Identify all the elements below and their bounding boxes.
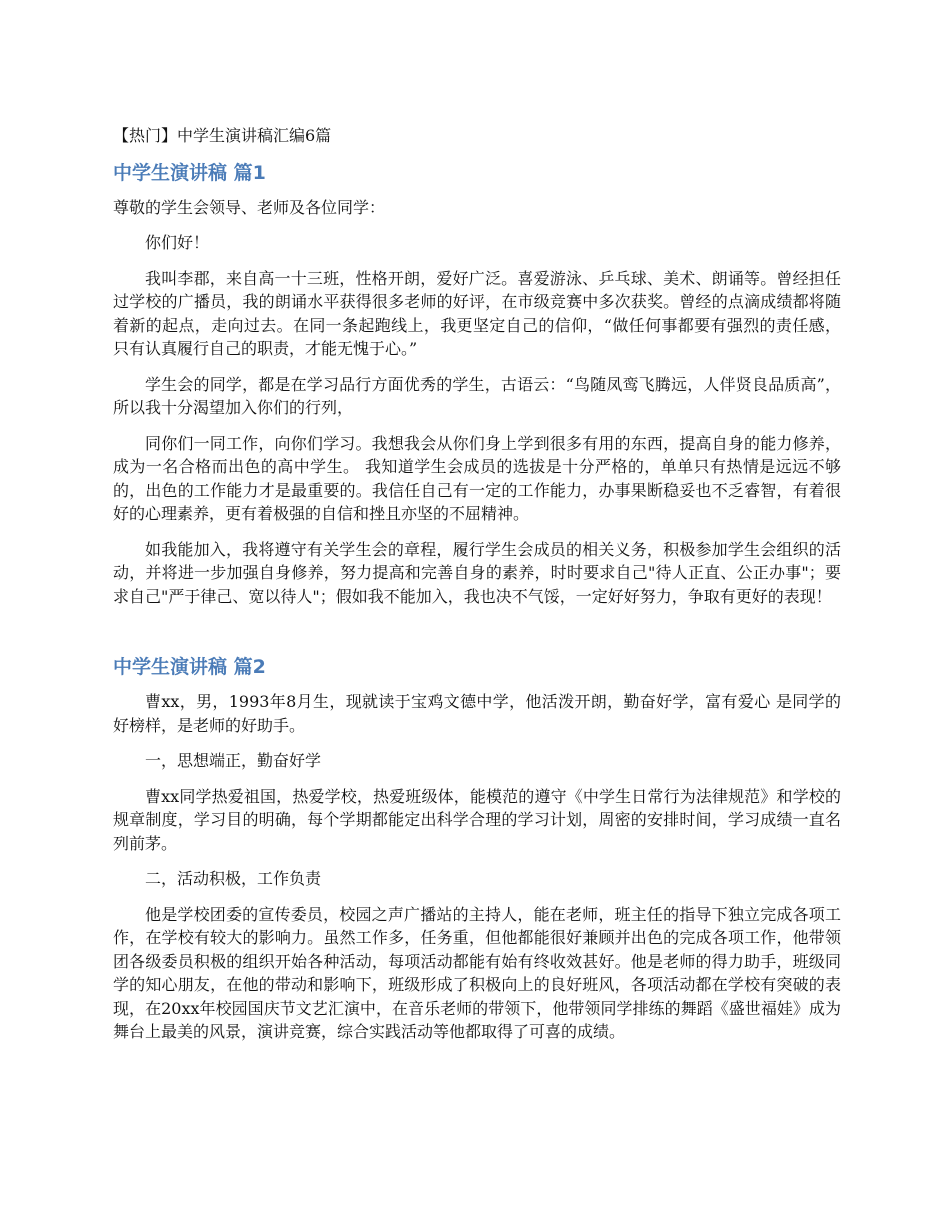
section-heading: 中学生演讲稿 篇2 (113, 656, 266, 678)
document-page (113, 124, 841, 1056)
body-paragraph: 曹xx同学热爱祖国，热爱学校，热爱班级体，能模范的遵守《中学生日常行为法律规范》和学校的规章制度，学习目的明确，每个学期都能定出科学合理的学习计划，周密的安排时间，学习成绩一直名列前茅。 (113, 786, 841, 853)
body-paragraph: 如我能加入，我将遵守有关学生会的章程，履行学生会成员的相关义务，积极参加学生会组织的活动，并将进一步加强自身修养，努力提高和完善自身的素养，时时要求自己"待人正直、公正办事"；要求自己"严于律己、宽以待人"；假如我不能加入，我也决不气馁，一定好好努力，争取有更好的表现！ (113, 539, 841, 606)
body-paragraph: 同你们一同工作，向你们学习。我想我会从你们身上学到很多有用的东西，提高自身的能力修养，成为一名合格而出色的高中学生。 我知道学生会成员的选拔是十分严格的，单单只有热情是远远不够的，出色的工作能力才是最重要的。我信任自己有一定的工作能力，办事果断稳妥也不乏睿智，有着很好的心理素养，更有着极强的自信和挫且亦坚的不屈精神。 (113, 433, 841, 523)
subheading: 二，活动积极，工作负责 (145, 869, 322, 888)
body-paragraph: 他是学校团委的宣传委员，校园之声广播站的主持人，能在老师，班主任的指导下独立完成各项工作，在学校有较大的影响力。虽然工作多，任务重，但他都能很好兼顾并出色的完成各项工作，他带领团各级委员积极的组织开始各种活动，每项活动都能有始有终收效甚好。他是老师的得力助手，班级同学的知心朋友，在他的带动和影响下，班级形成了积极向上的良好班风，各项活动都在学校有突破的表现，在20xx年校园国庆节文艺汇演中，在音乐老师的带领下，他带领同学排练的舞蹈《盛世福娃》成为舞台上最美的风景，演讲竞赛，综合实践活动等他都取得了可喜的成绩。 (113, 904, 841, 1041)
greeting: 你们好！ (145, 233, 210, 252)
body-paragraph: 曹xx，男，1993年8月生，现就读于宝鸡文德中学，他活泼开朗，勤奋好学，富有爱心 是同学的好榜样，是老师的好助手。 (113, 692, 841, 735)
section-heading: 中学生演讲稿 篇1 (113, 161, 266, 184)
salutation: 尊敬的学生会领导、老师及各位同学： (113, 197, 386, 217)
body-paragraph: 学生会的同学，都是在学习品行方面优秀的学生，古语云：“鸟随凤鸾飞腾远，人伴贤良品质高”，所以我十分渴望加入你们的行列， (113, 374, 841, 417)
section-1 (113, 160, 841, 609)
subheading: 一，思想端正，勤奋好学 (145, 751, 322, 770)
body-paragraph: 我叫李郡，来自高一十三班，性格开朗，爱好广泛。喜爱游泳、乒乓球、美术、朗诵等。曾经担任过学校的广播员，我的朗诵水平获得很多老师的好评，在市级竞赛中多次获奖。曾经的点滴成绩都将随着新的起点，走向过去。在同一条起跑线上，我更坚定自己的信仰，“做任何事都要有强烈的责任感，只有认真履行自己的职责，才能无愧于心。” (113, 268, 841, 358)
document-title: 【热门】中学生演讲稿汇编6篇 (113, 126, 332, 145)
section-2 (113, 654, 841, 1044)
